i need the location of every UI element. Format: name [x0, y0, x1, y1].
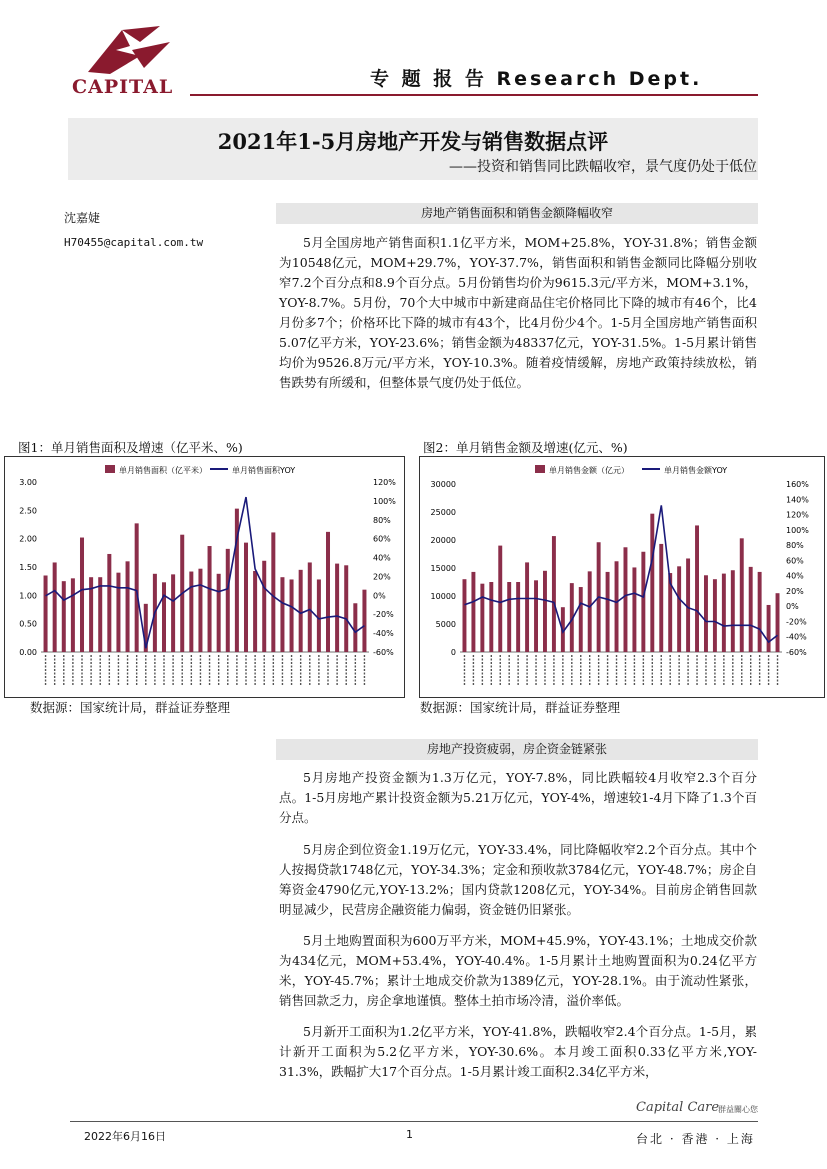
- chart-bar: [776, 593, 780, 652]
- right-axis-tick: 100%: [786, 525, 809, 535]
- chart-bar: [525, 562, 529, 652]
- right-axis-tick: 40%: [373, 553, 391, 563]
- right-axis-tick: 60%: [786, 556, 804, 566]
- legend-bar-label: 单月销售面积（亿平米）: [119, 466, 207, 475]
- right-axis-tick: 140%: [786, 495, 809, 505]
- chart-bar: [353, 603, 357, 652]
- legend-bar-swatch: [535, 465, 545, 473]
- author-name: 沈嘉婕: [64, 211, 101, 225]
- chart-bar: [543, 571, 547, 652]
- section1-heading: 房地产销售面积和销售金额降幅收窄: [276, 203, 758, 224]
- chart-bar: [471, 572, 475, 652]
- footer-brand: Capital Care: [636, 1100, 720, 1115]
- page-title: 2021年1-5月房地产开发与销售数据点评: [217, 129, 609, 154]
- chart-bar: [217, 574, 221, 652]
- chart-bar: [71, 578, 75, 652]
- left-axis-tick: 2.00: [19, 534, 37, 544]
- chart-bar: [588, 571, 592, 652]
- right-axis-tick: 20%: [373, 572, 391, 582]
- chart-sales-area: [4, 456, 405, 698]
- chart-legend: [105, 465, 295, 475]
- footer-date: 2022年6月16日: [84, 1130, 166, 1143]
- chart-bar: [650, 514, 654, 652]
- footer-brand-cn: 群益關心您: [718, 1105, 758, 1114]
- right-axis-tick: -60%: [373, 648, 394, 657]
- right-axis-tick: 60%: [373, 534, 391, 544]
- chart-bar: [116, 573, 120, 652]
- chart-bar: [713, 579, 717, 652]
- right-axis-tick: -20%: [373, 610, 394, 620]
- chart-bar: [208, 546, 212, 652]
- chart-bar: [335, 564, 339, 652]
- chart-bar: [135, 523, 139, 652]
- logo-text: CAPITAL: [72, 76, 174, 98]
- right-axis-tick: 20%: [786, 586, 804, 596]
- chart-bar: [53, 562, 57, 652]
- chart-bar: [126, 561, 130, 652]
- left-axis-tick: 0.50: [19, 619, 37, 629]
- left-axis-tick: 10000: [430, 592, 456, 601]
- figure1-caption: 图1：单月销售面积及增速（亿平米、%): [18, 440, 243, 455]
- chart-yoy-line: [46, 497, 365, 648]
- report-type-label: 专 题 报 告 Research Dept.: [370, 68, 703, 90]
- chart-bar: [552, 536, 556, 652]
- chart-bar: [162, 582, 166, 652]
- right-axis-tick: -40%: [786, 632, 807, 642]
- left-axis-tick: 15000: [430, 564, 456, 573]
- footer-cities: 台北 · 香港 · 上海: [636, 1132, 755, 1146]
- chart-yoy-line: [465, 505, 778, 642]
- chart-bar: [62, 581, 66, 652]
- chart-bar: [44, 576, 48, 653]
- chart-bar: [463, 579, 467, 652]
- chart-bar: [749, 567, 753, 652]
- chart-bar: [695, 525, 699, 652]
- chart-bar: [731, 570, 735, 652]
- left-axis-tick: 0: [450, 648, 456, 657]
- right-axis-tick: 100%: [373, 496, 396, 506]
- chart-bar: [226, 549, 230, 652]
- chart-bar: [516, 582, 520, 652]
- legend-line-label: 单月销售金额YOY: [664, 466, 728, 475]
- chart-bar: [280, 577, 284, 652]
- chart-bar: [615, 561, 619, 652]
- chart-bar: [253, 571, 257, 652]
- chart-bar: [632, 567, 636, 652]
- chart-bar: [299, 570, 303, 652]
- section2-paragraph-1: 5月房地产投资金额为1.3万亿元，YOY-7.8%，同比跌幅较4月收窄2.3个百分点。1-5月房地产累计投资金额为5.21万亿元，YOY-4%，增速较1-4月下降了1.3个百分点。: [279, 770, 757, 825]
- chart-bar: [624, 547, 628, 652]
- chart-bar: [189, 572, 193, 652]
- chart-bar: [489, 582, 493, 652]
- right-axis-tick: 160%: [786, 480, 809, 489]
- chart-bar: [308, 562, 312, 652]
- chart-bar: [606, 572, 610, 652]
- section2-paragraph-2: 5月房企到位资金1.19万亿元，YOY-33.4%，同比降幅收窄2.2个百分点。其中个人按揭贷款1748亿元，YOY-34.3%；定金和预收款3784亿元，YOY-48.7%；房企自筹资金4790亿元,YOY-13.2%；国内贷款1208亿元，YOY-34%。目前房企销售回款明显减少，民营房企融资能力偏弱，资金链仍旧紧张。: [279, 842, 757, 917]
- chart-bar: [498, 546, 502, 652]
- right-axis-tick: 80%: [786, 541, 804, 551]
- chart-sales-value: [419, 456, 825, 698]
- chart-bar: [722, 574, 726, 652]
- chart-bar: [107, 554, 111, 652]
- section2-paragraph-3: 5月土地购置面积为600万平方米，MOM+45.9%，YOY-43.1%；土地成交价款为434亿元，MOM+53.4%，YOY-40.4%。1-5月累计土地购置面积为0.24亿平方米，YOY-45.7%；累计土地成交价款为1389亿元，YOY-28.1%。由于流动性紧张，销售回款乏力，房企拿地谨慎。整体土拍市场冷清，溢价率低。: [279, 933, 757, 1008]
- chart-bar: [98, 577, 102, 652]
- legend-line-label: 单月销售面积YOY: [232, 466, 296, 475]
- right-axis-tick: 40%: [786, 571, 804, 581]
- chart-bar: [659, 544, 663, 652]
- left-axis-tick: 30000: [430, 480, 456, 489]
- chart-legend: [535, 465, 727, 475]
- right-axis-tick: 120%: [373, 478, 396, 487]
- chart-bar: [198, 569, 202, 652]
- left-axis-tick: 20000: [430, 536, 456, 545]
- author-email[interactable]: H70455@capital.com.tw: [64, 236, 204, 249]
- chart-bar: [317, 579, 321, 652]
- chart-bar: [758, 572, 762, 652]
- left-axis-tick: 3.00: [19, 478, 37, 487]
- chart-bar: [480, 584, 484, 652]
- right-axis-tick: -40%: [373, 629, 394, 639]
- chart-bar: [271, 532, 275, 652]
- chart-bar: [534, 580, 538, 652]
- right-axis-tick: -20%: [786, 617, 807, 627]
- left-axis-tick: 0.00: [19, 648, 37, 657]
- legend-bar-label: 单月销售金额（亿元）: [549, 466, 629, 475]
- page-subtitle: ——投资和销售同比跌幅收窄，景气度仍处于低位: [449, 159, 757, 175]
- chart-bar: [244, 543, 248, 652]
- chart-bar: [740, 538, 744, 652]
- chart-bar: [326, 532, 330, 652]
- chart-bar: [704, 575, 708, 652]
- section1-paragraph: 5月全国房地产销售面积1.1亿平方米，MOM+25.8%，YOY-31.8%；销售金额为10548亿元，MOM+29.7%，YOY-37.7%，销售面积和销售金额同比降幅分别收窄7.2个百分点和8.9个百分点。5月份销售均价为9615.3元/平方米，MOM+3.1%，YOY-8.7%。5月份，70个大中城市中新建商品住宅价格同比下降的城市有46个，比4月份多7个；价格环比下降的城市有43个，比4月份少4个。1-5月全国房地产销售面积5.07亿平方米，YOY-23.6%；销售金额为48337亿元，YOY-31.5%。1-5月累计销售均价为9526.8万元/平方米，YOY-10.3%。随着疫情缓解，房地产政策持续放松，销售跌势有所缓和，但整体景气度仍处于低位。: [279, 235, 757, 390]
- right-axis-tick: 120%: [786, 510, 809, 520]
- chart-bar: [344, 565, 348, 652]
- chart-bar: [641, 552, 645, 652]
- right-axis-tick: 0%: [786, 602, 799, 612]
- chart-bar: [677, 566, 681, 652]
- left-axis-tick: 25000: [430, 508, 456, 517]
- left-axis-tick: 2.50: [19, 506, 37, 516]
- figure2-source: 数据源：国家统计局，群益证券整理: [420, 700, 621, 715]
- chart-bar: [290, 579, 294, 652]
- chart-bar: [767, 605, 771, 652]
- footer-divider: [70, 1121, 758, 1122]
- left-axis-tick: 5000: [435, 620, 456, 629]
- legend-bar-swatch: [105, 465, 115, 473]
- capital-logo-mark-icon: [70, 22, 190, 80]
- left-axis-tick: 1.00: [19, 591, 37, 601]
- chart-bar: [507, 582, 511, 652]
- chart-bar: [80, 538, 84, 652]
- page-number: 1: [406, 1128, 413, 1141]
- figure2-caption: 图2：单月销售金额及增速(亿元、%): [423, 440, 628, 455]
- chart-bar: [171, 574, 175, 652]
- chart-bar: [362, 590, 366, 652]
- right-axis-tick: 80%: [373, 515, 391, 525]
- right-axis-tick: 0%: [373, 591, 386, 601]
- right-axis-tick: -60%: [786, 648, 807, 657]
- section2-heading: 房地产投资疲弱，房企资金链紧张: [276, 739, 758, 760]
- chart-bar: [579, 587, 583, 652]
- section2-paragraph-4: 5月新开工面积为1.2亿平方米，YOY-41.8%，跌幅收窄2.4个百分点。1-5月，累计新开工面积为5.2亿平方米，YOY-30.6%。本月竣工面积0.33亿平方米,YOY-31.3%，跌幅扩大17个百分点。1-5月累计竣工面积2.34亿平方米，: [279, 1024, 757, 1079]
- header-divider: [190, 94, 758, 96]
- figure1-source: 数据源：国家统计局，群益证券整理: [30, 700, 231, 715]
- chart-bar: [262, 561, 266, 652]
- left-axis-tick: 1.50: [19, 563, 37, 572]
